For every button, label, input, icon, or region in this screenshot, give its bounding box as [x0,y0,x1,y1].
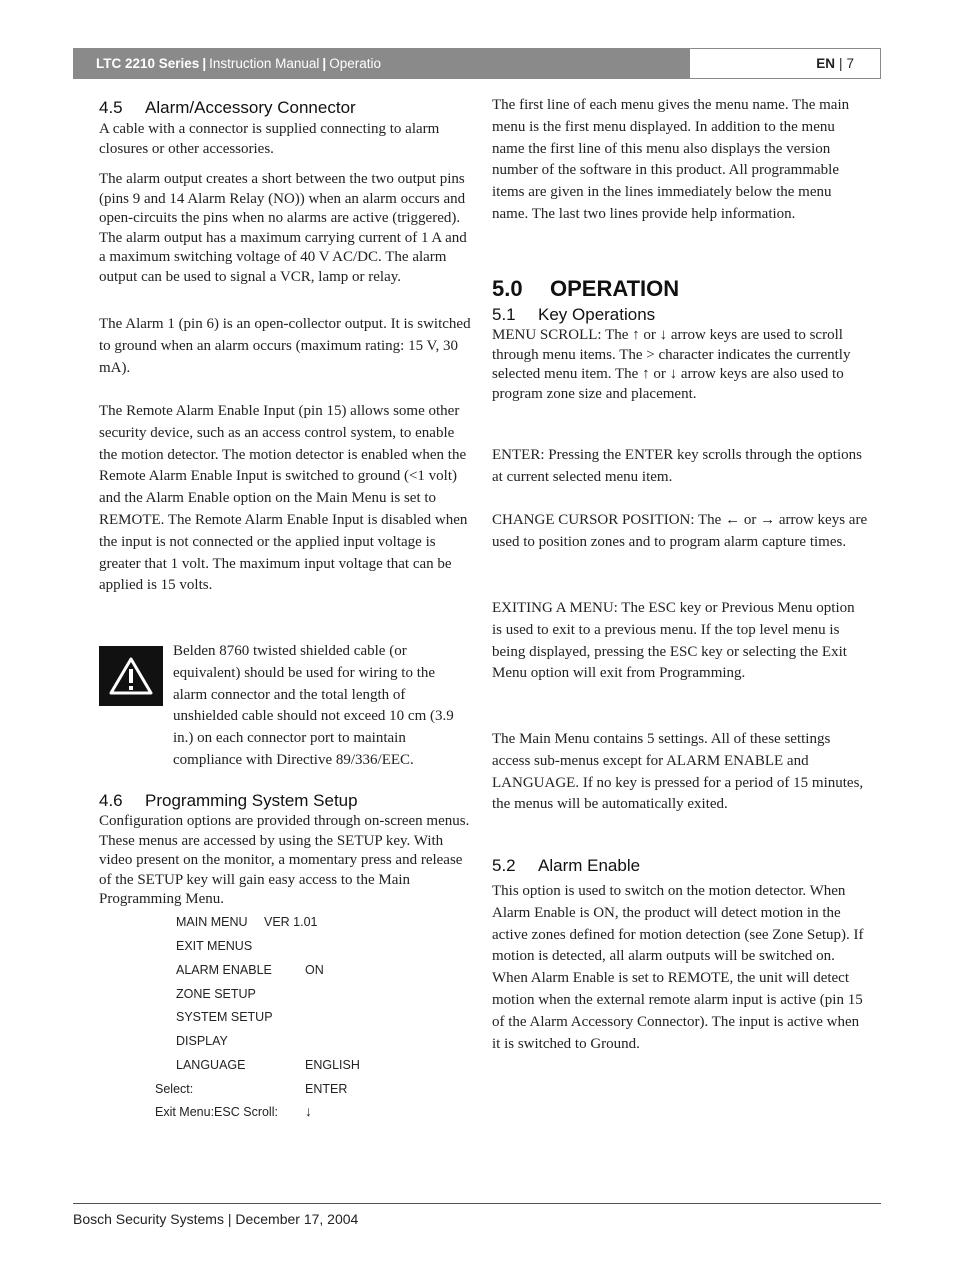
menu-item-label: SYSTEM SETUP [176,1010,273,1024]
header-series: LTC 2210 Series [96,56,200,71]
section-number: 5.2 [492,856,516,875]
section-number: 5.0 [492,276,523,301]
paragraph: The Remote Alarm Enable Input (pin 15) allows some other security device, such as an access control system, to enable the motion detector. The motion detector is enabled when the Remote Alarm Enable Input is switched to ground (<1 volt) and the Alarm Enable option on the Main Menu is set to REMOTE. The Remote Alarm Enable Input is disabled when the input is not connected or the applied input voltage is greater that 1 volt. The maximum input voltage that can be applied is 15 volts. [99,403,468,594]
section-title: Alarm Enable [538,856,641,875]
page-number: 7 [846,56,854,71]
paragraph: MENU SCROLL: The ↑ or ↓ arrow keys are used to scroll through menu items. The > character indicates the currently selected menu item. The ↑ or ↓ arrow keys are also used to program zone size and placement. [492,327,851,402]
header-lang: EN [816,56,835,71]
section-title: Alarm/Accessory Connector [145,98,356,117]
footer-text: Bosch Security Systems | December 17, 2004 [73,1211,359,1227]
menu-select-label: Select: [155,1082,194,1096]
paragraph: Configuration options are provided through on-screen menus. These menus are accessed by using the SETUP key. With video present on the monitor, a momentary press and release of the SETUP key will gain easy access to the Main Programming Menu. [99,813,470,908]
paragraph: EXITING A MENU: The ESC key or Previous Menu option is used to exit to a previous menu. If the top level menu is being displayed, pressing the ESC key or selecting the Exit Menu option will exit from Programming. [492,600,855,682]
menu-title: MAIN MENU [176,915,248,929]
section-heading-4-6 [99,791,358,811]
menu-item-value: ON [305,963,324,977]
section-title: Key Operations [538,305,656,324]
paragraph: The alarm output creates a short between the two output pins (pins 9 and 14 Alarm Relay (NO)) when an alarm occurs and open-circuits the pins when no alarms are active (triggered). The alarm output has a maximum carrying current of 1 A and a maximum switching voltage of 40 V AC/DC. The alarm output can be used to signal a VCR, lamp or relay. [99,171,467,285]
section-title: Programming System Setup [145,791,358,810]
header-separator: | [322,56,327,71]
menu-version: VER 1.01 [264,915,318,929]
section-heading-5-1 [492,305,655,325]
warning-triangle-icon [99,646,163,706]
paragraph: The Main Menu contains 5 settings. All of these settings access sub-menus except for ALARM ENABLE and LANGUAGE. If no key is pressed for a period of 15 minutes, the menus will be automatically exited. [492,731,864,813]
header-separator: | [838,56,843,71]
menu-item-label: LANGUAGE [176,1058,246,1072]
section-title: OPERATION [550,276,680,301]
paragraph: CHANGE CURSOR POSITION: The ← or → arrow keys are used to position zones and to program alarm capture times. [492,512,868,550]
paragraph: ENTER: Pressing the ENTER key scrolls through the options at current selected menu item. [492,447,862,485]
menu-item-label: EXIT MENUS [176,939,253,953]
menu-select-value: ENTER [305,1082,348,1096]
footer-divider [73,1203,881,1204]
menu-exit-label: Exit Menu:ESC Scroll: [155,1105,278,1119]
paragraph: A cable with a connector is supplied connecting to alarm closures or other accessories. [99,121,440,157]
paragraph: This option is used to switch on the motion detector. When Alarm Enable is ON, the product will detect motion in the active zones defined for motion detection (see Zone Setup). If motion is detected, all alarm outputs will be switched on. When Alarm Enable is set to REMOTE, the unit will detect motion when the external remote alarm input is active (pin 15 of the Alarm Accessory Connector). The input is active when it is switched to Ground. [492,883,864,1052]
header-page-box [689,48,881,79]
paragraph: The Alarm 1 (pin 6) is an open-collector output. It is switched to ground when an alarm occurs (maximum rating: 15 V, 30 mA). [99,316,471,376]
menu-item-label: ALARM ENABLE [176,963,272,977]
menu-item-label: DISPLAY [176,1034,228,1048]
menu-item-label: ZONE SETUP [176,987,256,1001]
menu-item-value: ENGLISH [305,1058,360,1072]
header-separator: | [202,56,207,71]
section-number: 4.5 [99,98,123,117]
chapter-heading-5-0 [492,276,679,302]
header-manual: Instruction Manual [209,56,320,71]
section-number: 4.6 [99,791,123,810]
paragraph: The first line of each menu gives the menu name. The main menu is the first menu displayed. In addition to the menu name the first line of this menu also displays the version number of the software in this product. All programmable items are given in the lines immediately below the menu name. The last two lines provide help information. [492,97,850,222]
section-number: 5.1 [492,305,516,324]
down-arrow-icon: ↓ [305,1103,312,1119]
section-heading-4-5 [99,98,356,118]
header-bar [73,48,689,79]
warning-note: Belden 8760 twisted shielded cable (or equivalent) should be used for wiring to the alarm connector and the total length of unshielded cable should not exceed 10 cm (3.9 in.) on each connector port to maintain compliance with Directive 89/336/EEC. [173,643,454,768]
header-section: Operatio [329,56,381,71]
section-heading-5-2 [492,856,640,876]
